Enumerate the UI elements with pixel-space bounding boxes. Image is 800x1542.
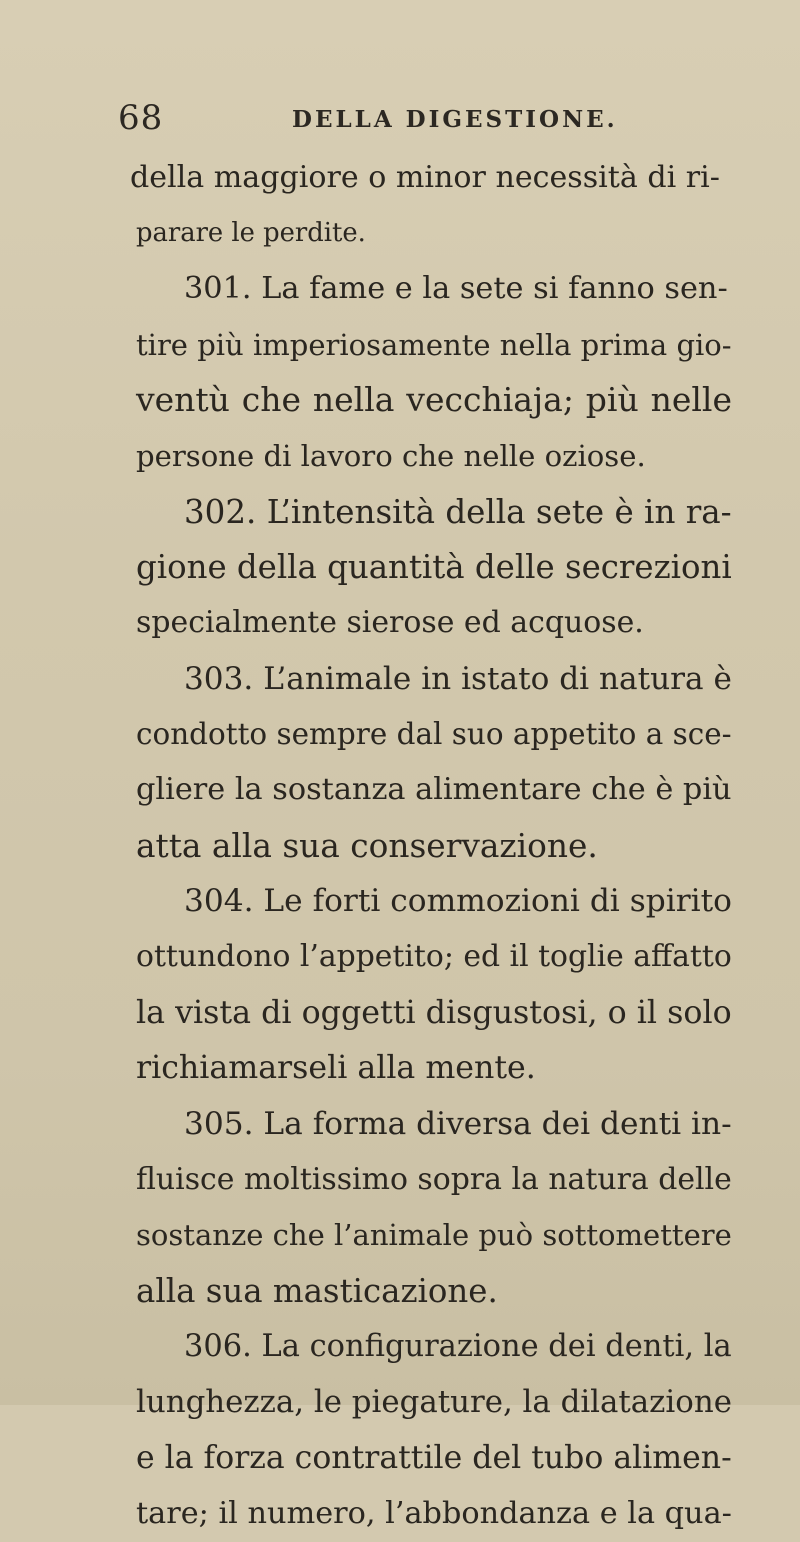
page-number: 68	[118, 98, 164, 138]
text-line: condotto sempre dal suo appetito a sce-	[136, 717, 732, 751]
text-line: della maggiore o minor necessità di ri-	[130, 160, 720, 195]
text-line: lunghezza, le piegature, la dilatazione	[136, 1384, 732, 1420]
text-line: gliere la sostanza alimentare che è più	[136, 772, 732, 807]
running-head: DELLA DIGESTIONE.	[292, 106, 618, 133]
text-line: 302. L’intensità della sete è in ra-	[184, 493, 732, 531]
text-line: tire più imperiosamente nella prima gio-	[136, 328, 732, 362]
text-line: specialmente sierose ed acquose.	[136, 605, 644, 640]
text-line: parare le perdite.	[136, 218, 366, 248]
text-line: gione della quantità delle secrezioni	[136, 548, 732, 586]
text-line: la vista di oggetti disgustosi, o il solo	[136, 995, 732, 1031]
text-line: ventù che nella vecchiaja; più nelle	[136, 380, 732, 419]
text-line: sostanze che l’animale può sottomettere	[136, 1218, 732, 1252]
page-header	[118, 98, 738, 148]
text-line: atta alla sua conservazione.	[136, 827, 598, 865]
text-line: 305. La forma diversa dei denti in-	[184, 1106, 732, 1142]
text-line: fluisce moltissimo sopra la natura delle	[136, 1162, 732, 1197]
text-line: 303. L’animale in istato di natura è	[184, 661, 732, 697]
text-line: persone di lavoro che nelle oziose.	[136, 439, 646, 473]
text-line: alla sua masticazione.	[136, 1272, 498, 1310]
text-line: 306. La configurazione dei denti, la	[184, 1329, 732, 1364]
text-line: ottundono l’appetito; ed il toglie affatto	[136, 939, 732, 974]
text-line: e la forza contrattile del tubo alimen-	[136, 1440, 732, 1476]
text-line: 301. La fame e la sete si fanno sen-	[184, 271, 728, 306]
text-line: tare; il numero, l’abbondanza e la qua-	[136, 1496, 732, 1531]
text-line: richiamarseli alla mente.	[136, 1050, 536, 1086]
text-line: 304. Le forti commozioni di spirito	[184, 883, 732, 919]
